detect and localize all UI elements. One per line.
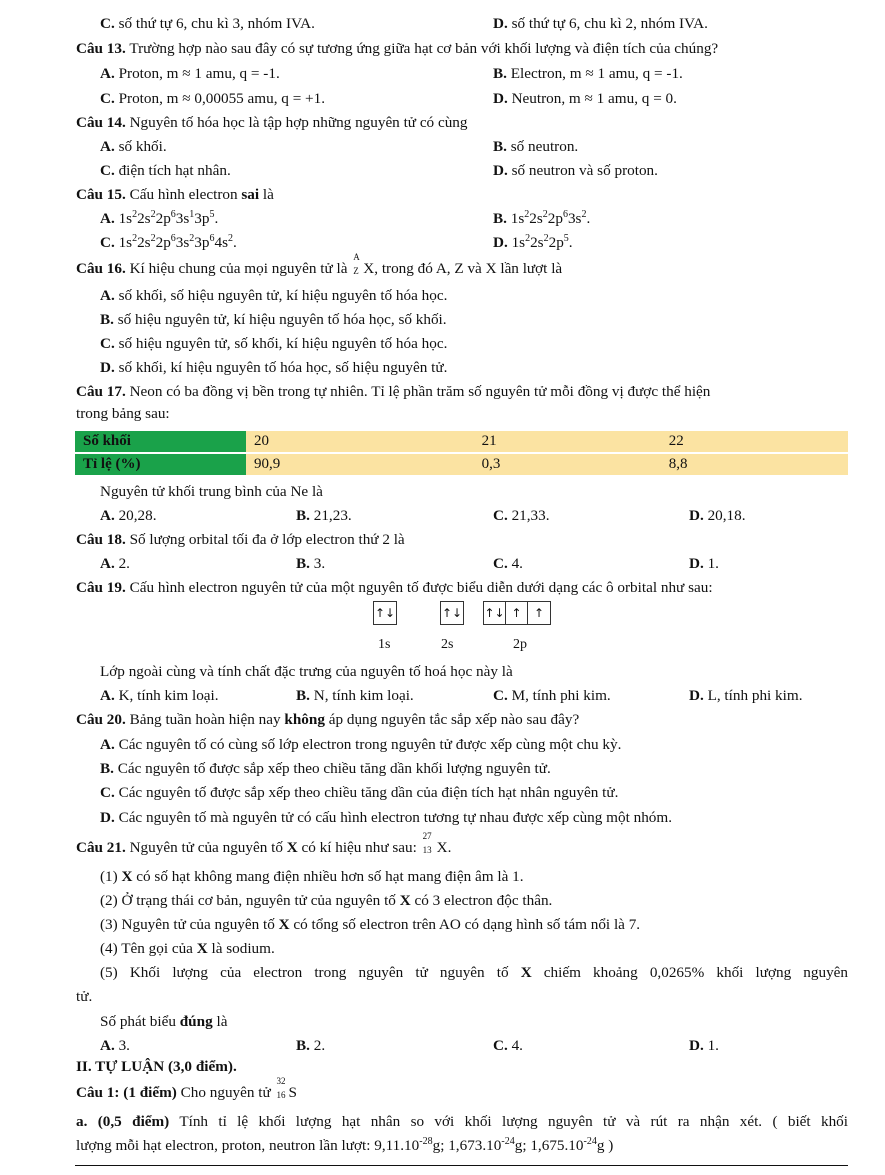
- section-title: II. TỰ LUẬN (3,0 điểm).: [76, 1058, 237, 1075]
- option-a: A. số khối.: [100, 138, 167, 155]
- option-d: D. 1.: [689, 555, 719, 572]
- orbital-box: ↑: [533, 606, 545, 620]
- option-c: C. điện tích hạt nhân.: [100, 162, 231, 179]
- question-13: Câu 13. Trường hợp nào sau đây có sự tương ứng giữa hạt cơ bản với khối lượng và điện tích của chúng?: [76, 40, 719, 57]
- option-d: D. số neutron và số proton.: [493, 162, 658, 179]
- table-row: [75, 431, 848, 452]
- table-row: [75, 454, 848, 475]
- question-19-stem: Lớp ngoài cùng và tính chất đặc trưng của nguyên tố hoá học này là: [100, 663, 513, 680]
- table-header-cell: Tỉ lệ (%): [75, 454, 246, 475]
- orbital-label: 2s: [441, 637, 454, 652]
- question-20: Câu 20. Bảng tuần hoàn hiện nay không áp dụng nguyên tắc sắp xếp nào sau đây?: [76, 711, 580, 728]
- orbital-1s: [373, 601, 397, 625]
- option-b: B. số neutron.: [493, 138, 579, 155]
- option-d: D. Neutron, m ≈ 1 amu, q = 0.: [493, 90, 677, 107]
- option-c: C. 4.: [493, 555, 523, 572]
- orbital-box: ↑↓: [441, 606, 463, 620]
- option-a: A. K, tính kim loại.: [100, 687, 219, 704]
- statement-2: (2) Ở trạng thái cơ bản, nguyên tử của nguyên tố X có 3 electron độc thân.: [100, 892, 553, 909]
- question-17: Câu 17. Neon có ba đồng vị bền trong tự nhiên. Tỉ lệ phần trăm số nguyên tử mỗi đồng vị được thể hiện: [76, 383, 711, 400]
- table-header-cell: Số khối: [75, 431, 246, 452]
- option-b: B. 2.: [296, 1037, 326, 1054]
- essay-part-a: a. (0,5 điểm) Tính tỉ lệ khối lượng hạt nhân so với khối lượng nguyên tử và rút ra nhận xét. ( biết khối: [76, 1113, 848, 1130]
- table-cell: 20: [246, 431, 474, 452]
- option-b: B. số hiệu nguyên tử, kí hiệu nguyên tố hóa học, số khối.: [100, 311, 447, 328]
- option-a: A. 3.: [100, 1037, 130, 1054]
- option-b: B. 21,23.: [296, 507, 352, 524]
- orbital-box: ↑↓: [484, 602, 506, 624]
- orbital-box: ↑↓: [374, 606, 396, 620]
- essay-question-1: Câu 1: (1 điểm) Cho nguyên tử 32 16 S: [76, 1076, 297, 1101]
- option-a: A. Proton, m ≈ 1 amu, q = -1.: [100, 65, 280, 82]
- question-17-cont: trong bảng sau:: [76, 405, 170, 422]
- option-a: A. số khối, số hiệu nguyên tử, kí hiệu nguyên tố hóa học.: [100, 287, 448, 304]
- option-c: C. số hiệu nguyên tử, số khối, kí hiệu nguyên tố hóa học.: [100, 335, 448, 352]
- option-d: D. số thứ tự 6, chu kì 2, nhóm IVA.: [493, 15, 708, 32]
- option-c: C. Các nguyên tố được sắp xếp theo chiều tăng dần của điện tích hạt nhân nguyên tử.: [100, 784, 619, 801]
- statement-4: (4) Tên gọi của X là sodium.: [100, 940, 275, 957]
- orbital-label: 2p: [513, 637, 527, 652]
- option-d: D. số khối, kí hiệu nguyên tố hóa học, số hiệu nguyên tử.: [100, 359, 448, 376]
- option-b: B. Electron, m ≈ 1 amu, q = -1.: [493, 65, 683, 82]
- option-d: D. Các nguyên tố mà nguyên tử có cấu hình electron tương tự nhau được xếp cùng một nhóm.: [100, 809, 672, 826]
- table-cell: 8,8: [661, 454, 848, 475]
- orbital-label: 1s: [378, 637, 391, 652]
- question-19: Câu 19. Cấu hình electron nguyên tử của một nguyên tố được biểu diễn dưới dạng các ô orbital như sau:: [76, 579, 713, 596]
- table-cell: 21: [474, 431, 661, 452]
- option-a: A. 2.: [100, 555, 130, 572]
- option-d: D. L, tính phi kim.: [689, 687, 803, 704]
- option-a: A. 20,28.: [100, 507, 157, 524]
- question-21: Câu 21. Nguyên tử của nguyên tố X có kí hiệu như sau: 27 13 X.: [76, 831, 452, 856]
- orbital-2p: [483, 601, 551, 625]
- option-c: C. 4.: [493, 1037, 523, 1054]
- atom-symbol: 27 13 X: [422, 831, 448, 856]
- statement-1: (1) X có số hạt không mang điện nhiều hơn số hạt mang điện âm là 1.: [100, 868, 524, 885]
- essay-part-a-cont: lượng mỗi hạt electron, proton, neutron lần lượt: $9,11.10^{-28}g$; $1,673.10^{-24}g$; $1,675.10^{-24}g$ ): [76, 1135, 614, 1154]
- option-b: B. Các nguyên tố được sắp xếp theo chiều tăng dần khối lượng nguyên tử.: [100, 760, 551, 777]
- question-21-stem: Số phát biểu đúng là: [100, 1013, 228, 1030]
- option-b: B. 3.: [296, 555, 326, 572]
- statement-5: (5) Khối lượng của electron trong nguyên tử nguyên tố X chiếm khoảng 0,0265% khối lượng nguyên: [100, 964, 848, 981]
- option-c: C. số thứ tự 6, chu kì 3, nhóm IVA.: [100, 15, 315, 32]
- isotope-table: [75, 429, 848, 477]
- orbital-2s: [440, 601, 464, 625]
- option-c: C. M, tính phi kim.: [493, 687, 611, 704]
- table-cell: 90,9: [246, 454, 474, 475]
- question-17-stem: Nguyên tử khối trung bình của Ne là: [100, 483, 323, 500]
- option-c: C. 21,33.: [493, 507, 550, 524]
- table-cell: 22: [661, 431, 848, 452]
- statement-3: (3) Nguyên tử của nguyên tố X có tổng số electron trên AO có dạng hình số tám nổi là 7.: [100, 916, 641, 933]
- option-d: D. 1.: [689, 1037, 719, 1054]
- question-16: Câu 16. Kí hiệu chung của mọi nguyên tử là A Z X, trong đó A, Z và X lần lượt là: [76, 252, 563, 277]
- option-d: D. $1s^22s^22p^5$.: [493, 232, 573, 251]
- option-c: C. Proton, m ≈ 0,00055 amu, q = +1.: [100, 90, 326, 107]
- table-cell: 0,3: [474, 454, 661, 475]
- atom-symbol: A Z X: [353, 252, 375, 277]
- divider: [75, 1165, 848, 1166]
- option-b: B. $1s^22s^22p^63s^2$.: [493, 208, 591, 227]
- question-15: Câu 15. Cấu hình electron sai là: [76, 186, 274, 203]
- option-a: A. $1s^22s^22p^63s^13p^5$.: [100, 208, 219, 227]
- question-14: Câu 14. Nguyên tố hóa học là tập hợp những nguyên tử có cùng: [76, 114, 468, 131]
- option-a: A. Các nguyên tố có cùng số lớp electron trong nguyên tử được xếp cùng một chu kỳ.: [100, 736, 622, 753]
- question-18: Câu 18. Số lượng orbital tối đa ở lớp electron thứ 2 là: [76, 531, 405, 548]
- option-b: B. N, tính kim loại.: [296, 687, 414, 704]
- orbital-box: ↑: [506, 602, 528, 624]
- atom-symbol: 32 16 S: [276, 1076, 297, 1101]
- statement-5-cont: tử.: [76, 988, 93, 1005]
- option-d: D. 20,18.: [689, 507, 746, 524]
- option-c: C. $1s^22s^22p^63s^23p^64s^2$.: [100, 232, 237, 251]
